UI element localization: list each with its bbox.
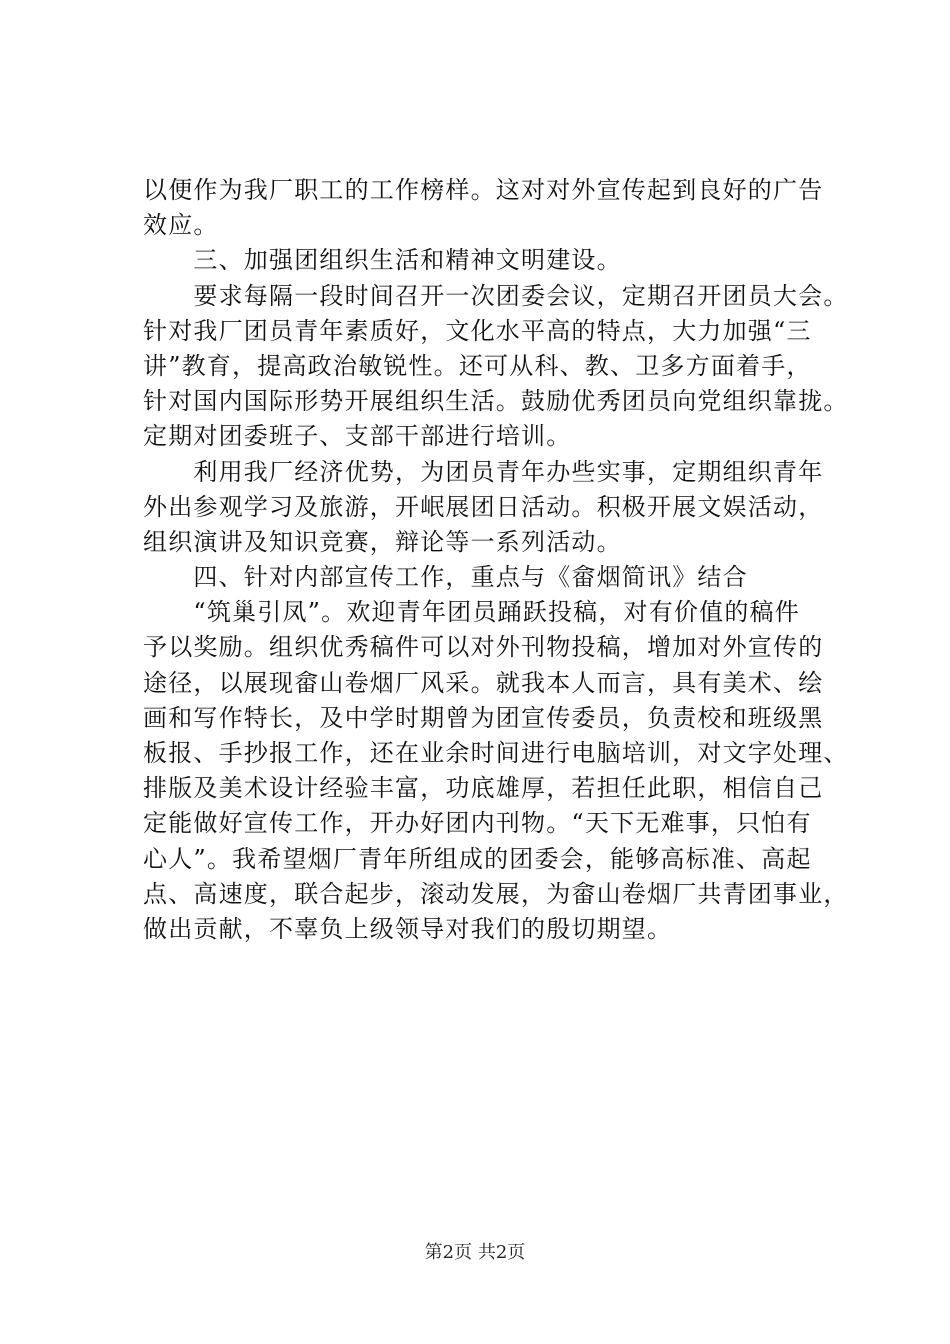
text-line: 心人”。我希望烟厂青年所组成的团委会，能够高标准、高起 — [143, 844, 812, 873]
text-line: 组织演讲及知识竞赛，辩论等一系列活动。 — [143, 527, 622, 556]
document-body — [143, 173, 863, 947]
text-line: “筑巢引凤”。欢迎青年团员踊跃投稿，对有价值的稿件 — [143, 598, 800, 627]
section-heading: 四、针对内部宣传工作，重点与《畲烟简讯》结合 — [143, 563, 748, 592]
text-line: 予以奖励。组织优秀稿件可以对外刊物投稿，增加对外宣传的 — [143, 633, 824, 662]
text-line: 要求每隔一段时间召开一次团委会议，定期召开团员大会。 — [143, 281, 849, 310]
section-heading: 三、加强团组织生活和精神文明建设。 — [143, 246, 622, 275]
text-line: 定能做好宣传工作，开办好团内刊物。“天下无难事，只怕有 — [143, 809, 812, 838]
text-line: 针对我厂团员青年素质好，文化水平高的特点，大力加强“三 — [143, 316, 812, 345]
text-line: 效应。 — [143, 211, 219, 240]
text-line: 利用我厂经济优势，为团员青年办些实事，定期组织青年 — [143, 457, 824, 486]
text-line: 途径，以展现畲山卷烟厂风采。就我本人而言，具有美术、绘 — [143, 668, 824, 697]
text-line: 以便作为我厂职工的工作榜样。这对对外宣传起到良好的广告 — [143, 176, 824, 204]
text-line: 讲”教育，提高政治敏锐性。还可从科、教、卫多方面着手， — [143, 351, 812, 380]
text-line: 定期对团委班子、支部干部进行培训。 — [143, 422, 572, 451]
text-line: 画和写作特长，及中学时期曾为团宣传委员，负责校和班级黑 — [143, 703, 824, 732]
text-line: 做出贡献，不辜负上级领导对我们的殷切期望。 — [143, 914, 673, 943]
text-line: 排版及美术设计经验丰富，功底雄厚，若担任此职，相信自己 — [143, 774, 824, 803]
text-line: 针对国内国际形势开展组织生活。鼓励优秀团员向党组织靠拢。 — [143, 387, 849, 416]
text-line: 板报、手抄报工作，还在业余时间进行电脑培训，对文字处理、 — [143, 739, 849, 767]
text-line: 外出参观学习及旅游，开岷展团日活动。积极开展文娱活动， — [143, 492, 824, 521]
page-number: 第2页 共2页 — [424, 1242, 526, 1263]
text-line: 点、高速度，联合起步，滚动发展，为畲山卷烟厂共青团事业， — [143, 879, 849, 908]
